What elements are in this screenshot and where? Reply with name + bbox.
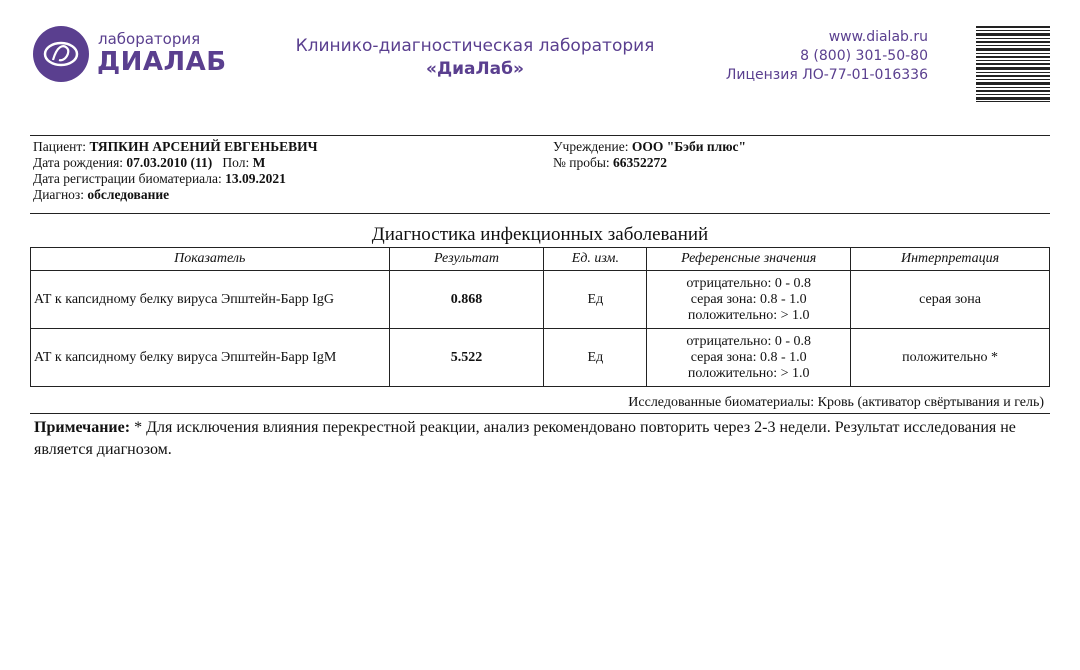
table-header-row — [31, 248, 1050, 271]
reference-negative: отрицательно: 0 - 0.8 — [686, 275, 812, 291]
header-divider — [30, 135, 1050, 136]
institution-line — [553, 139, 746, 155]
logo-title: ДИАЛАБ — [97, 47, 227, 77]
section-title: Диагностика инфекционных заболеваний — [371, 224, 709, 245]
interpretation-cell: положительно * — [851, 329, 1050, 387]
logo-subtitle: лаборатория — [98, 30, 201, 48]
interpretation-cell: серая зона — [851, 271, 1050, 329]
reference-cell — [647, 271, 851, 329]
col-header-indicator: Показатель — [31, 248, 390, 271]
probe-label: № пробы: — [553, 155, 610, 170]
probe-value: 66352272 — [613, 155, 668, 170]
dob-value: 07.03.2010 (11) — [126, 155, 213, 170]
registration-date: 13.09.2021 — [225, 171, 286, 186]
note-divider — [30, 413, 1050, 414]
dialab-logo-icon — [33, 26, 89, 82]
lab-title-line1: Клинико-диагностическая лаборатория — [295, 36, 655, 56]
website: www.dialab.ru — [828, 29, 928, 45]
lab-contacts — [726, 28, 928, 85]
diagnosis-line — [33, 187, 169, 203]
institution-label: Учреждение: — [553, 139, 629, 154]
reference-positive: положительно: > 1.0 — [687, 307, 810, 323]
patient-dob-line — [33, 155, 265, 171]
phone: 8 (800) 301-50-80 — [800, 48, 928, 64]
institution-value: ООО "Бэби плюс" — [631, 139, 747, 154]
indicator-cell: АТ к капсидному белку вируса Эпштейн-Барр IgM — [31, 329, 390, 387]
lab-title — [260, 35, 690, 81]
result-cell: 5.522 — [389, 329, 544, 387]
dob-label: Дата рождения: — [33, 155, 124, 170]
info-divider — [30, 213, 1050, 214]
reference-cell — [647, 329, 851, 387]
reference-gray: серая зона: 0.8 - 1.0 — [690, 291, 807, 307]
remark — [34, 417, 1044, 461]
results-table — [30, 247, 1050, 387]
lab-title-line2: «ДиаЛаб» — [426, 59, 524, 79]
result-cell: 0.868 — [389, 271, 544, 329]
remark-label: Примечание: — [34, 419, 131, 436]
reference-negative: отрицательно: 0 - 0.8 — [686, 333, 812, 349]
col-header-result: Результат — [389, 248, 544, 271]
registration-label: Дата регистрации биоматериала: — [33, 171, 222, 186]
reference-positive: положительно: > 1.0 — [687, 365, 810, 381]
reference-gray: серая зона: 0.8 - 1.0 — [690, 349, 807, 365]
unit-cell: Ед — [544, 271, 647, 329]
patient-name-line — [33, 139, 318, 155]
table-row — [31, 329, 1050, 387]
patient-name-label: Пациент: — [33, 139, 87, 154]
col-header-reference: Референсные значения — [647, 248, 851, 271]
table-row — [31, 271, 1050, 329]
diagnosis-label: Диагноз: — [33, 187, 85, 202]
barcode-icon — [976, 26, 1050, 102]
probe-line — [553, 155, 667, 171]
remark-text: * Для исключения влияния перекрестной реакции, анализ рекомендовано повторить через 2-3 недели. Результат исследования не является диагнозом. — [34, 419, 1016, 458]
diagnosis-value: обследование — [87, 187, 170, 202]
unit-cell: Ед — [544, 329, 647, 387]
sex-label: Пол: — [222, 155, 250, 170]
patient-name: ТЯПКИН АРСЕНИЙ ЕВГЕНЬЕВИЧ — [89, 139, 318, 154]
biomaterials-note: Исследованные биоматериалы: Кровь (активатор свёртывания и гель) — [628, 395, 1044, 410]
col-header-unit: Ед. изм. — [544, 248, 647, 271]
registration-line — [33, 171, 286, 187]
col-header-interpretation: Интерпретация — [851, 248, 1050, 271]
sex-value: М — [252, 155, 266, 170]
indicator-cell: АТ к капсидному белку вируса Эпштейн-Барр IgG — [31, 271, 390, 329]
license: Лицензия ЛО-77-01-016336 — [725, 67, 928, 83]
